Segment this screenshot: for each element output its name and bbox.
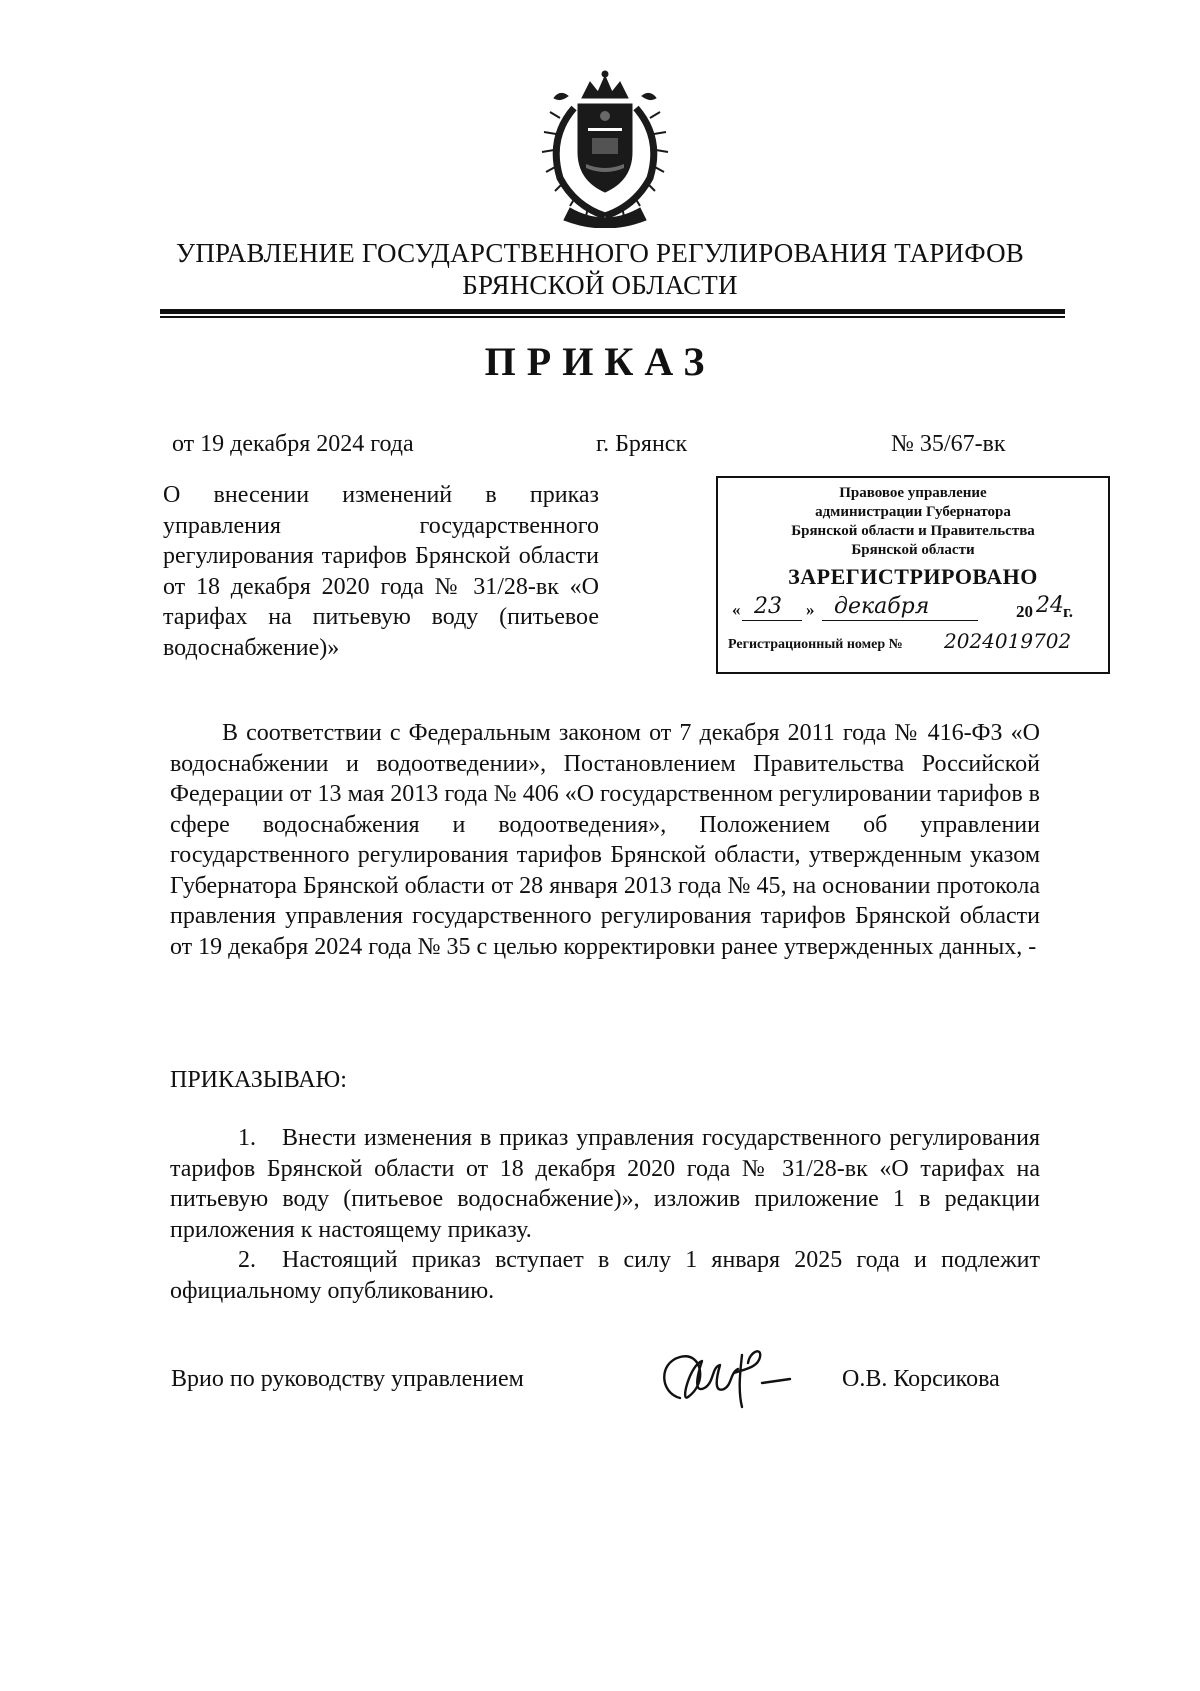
stamp-date: « 23 » декабря 20 24 г.	[732, 593, 1074, 621]
stamp-reg-label: Регистрационный номер №	[728, 637, 903, 652]
stamp-line: администрации Губернатора	[815, 504, 1011, 520]
order-number: № 35/67-вк	[891, 431, 1006, 457]
stamp-line: Правовое управление	[839, 485, 987, 501]
org-name-line1: УПРАВЛЕНИЕ ГОСУДАРСТВЕННОГО РЕГУЛИРОВАНИЯ ТАРИФОВ	[176, 238, 1024, 268]
stamp-day: 23	[754, 594, 782, 619]
signatory-position: Врио по руководству управлением	[171, 1366, 524, 1392]
stamp-registered: ЗАРЕГИСТРИРОВАНО	[788, 564, 1038, 589]
org-name-line2: БРЯНСКОЙ ОБЛАСТИ	[462, 270, 738, 300]
order-item-2-text: Настоящий приказ вступает в силу 1 января 2025 года и подлежит официальному опубликованию.	[170, 1247, 1040, 1304]
stamp-reg-number-row	[718, 630, 1108, 658]
stamp-line: Брянской области и Правительства	[791, 523, 1035, 539]
order-city: г. Брянск	[596, 431, 688, 457]
order-item-1-text: Внести изменения в приказ управления государственного регулирования тарифов Брянской области от 18 декабря 2020 года № 31/28-вк «О тарифах на питьевую воду (питьевое водоснабжение)», изложив приложение 1 в редакции приложения к настоящему приказу.	[170, 1125, 1040, 1243]
handwritten-signature-icon	[650, 1343, 800, 1413]
order-item-1	[170, 1123, 1040, 1245]
order-date: от 19 декабря 2024 года	[172, 431, 414, 457]
coat-of-arms-icon	[530, 68, 680, 228]
stamp-reg-number: 2024019702	[944, 629, 1072, 653]
preamble-paragraph: В соответствии с Федеральным законом от 7 декабря 2011 года № 416-ФЗ «О водоснабжении и водоотведении», Постановлением Правительства Российской Федерации от 13 мая 2013 года № 406 «О государственном регулировании тарифов в сфере водоснабжения и водоотведения», Положением об управлении государственного регулирования тарифов Брянской области, утвержденным указом Губернатора Брянской области от 28 января 2013 года № 45, на основании протокола правления управления государственного регулирования тарифов Брянской области от 19 декабря 2024 года № 35 с целью корректировки ранее утвержденных данных, -	[170, 720, 1040, 960]
header-rule-thin	[160, 316, 1065, 318]
order-item-1-number: 1.	[238, 1125, 256, 1151]
stamp-year-suffix: 24	[1036, 593, 1064, 618]
order-item-2	[170, 1245, 1040, 1306]
stamp-year-unit: г.	[1063, 602, 1074, 621]
signatory-name: О.В. Корсикова	[842, 1366, 1000, 1392]
order-subject: О внесении изменений в приказ управления государственного регулирования тарифов Брянской области от 18 декабря 2020 года № 31/28-вк «О тарифах на питьевую воду (питьевое водоснабжение)»	[163, 482, 599, 661]
header-rule-thick	[160, 309, 1065, 314]
stamp-month: декабря	[834, 594, 930, 619]
document-title: ПРИКАЗ	[484, 339, 716, 384]
order-item-2-number: 2.	[238, 1247, 256, 1273]
stamp-line: Брянской области	[851, 542, 975, 558]
registration-stamp	[716, 476, 1110, 674]
stamp-year-prefix: 20	[1016, 602, 1033, 621]
order-word: ПРИКАЗЫВАЮ:	[170, 1067, 347, 1093]
